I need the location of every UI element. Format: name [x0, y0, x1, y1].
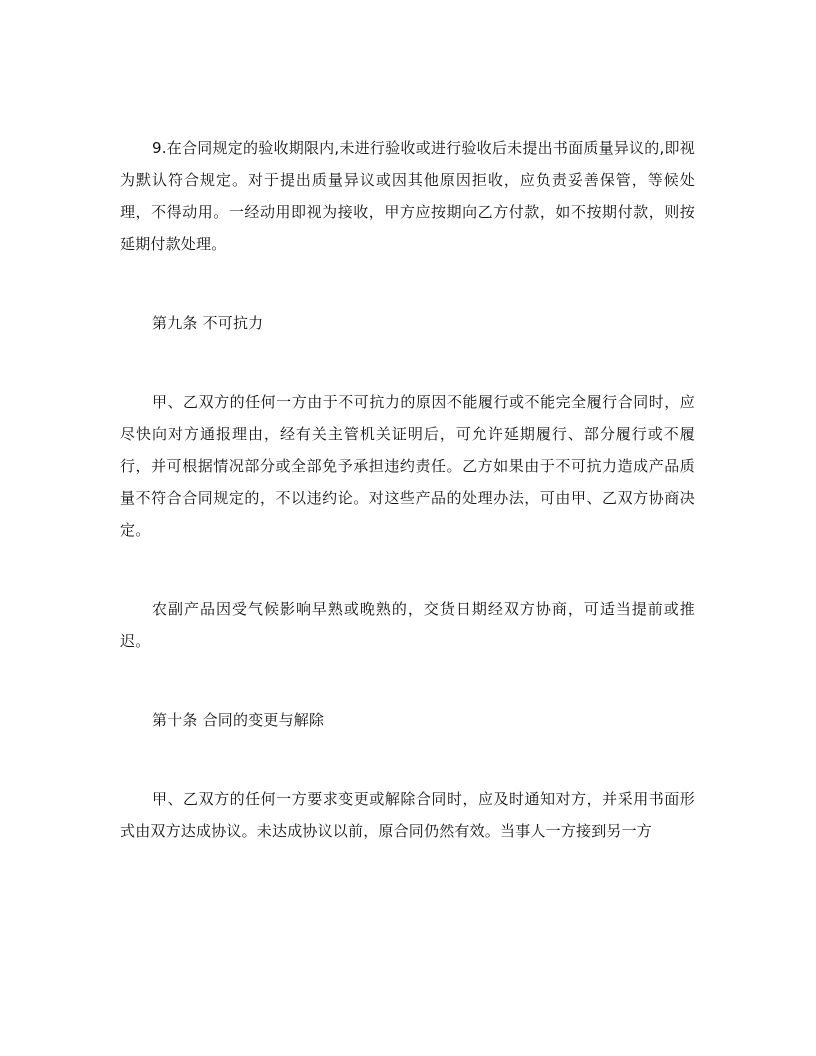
paragraph-spacer: [120, 657, 695, 704]
paragraph-contract-modification: 甲、乙双方的任何一方要求变更或解除合同时，应及时通知对方，并采用书面形式由双方达成协议。未达成协议以前，原合同仍然有效。当事人一方接到另一方: [120, 790, 695, 840]
paragraph-spacer: [120, 260, 695, 307]
paragraph-spacer: [120, 339, 695, 386]
article-10-heading: 第十条 合同的变更与解除: [152, 711, 325, 729]
document-body: [120, 132, 695, 847]
paragraph-spacer: [120, 546, 695, 593]
paragraph-agricultural-products: 农副产品因受气候影响早熟或晚熟的，交货日期经双方协商，可适当提前或推迟。: [120, 600, 695, 650]
paragraph-acceptance-inspection: 9.在合同规定的验收期限内,未进行验收或进行验收后未提出书面质量异议的,即视为默认符合规定。对于提出质量异议或因其他原因拒收，应负责妥善保管，等候处理，不得动用。一经动用即视为接收，甲方应按期向乙方付款，如不按期付款，则按延期付款处理。: [120, 139, 695, 253]
paragraph-force-majeure: 甲、乙双方的任何一方由于不可抗力的原因不能履行或不能完全履行合同时，应尽快向对方通报理由，经有关主管机关证明后，可允许延期履行、部分履行或不履行，并可根据情况部分或全部免予承担违约责任。乙方如果由于不可抗力造成产品质量不符合合同规定的，不以违约论。对这些产品的处理办法，可由甲、乙双方协商决定。: [120, 393, 695, 539]
paragraph-spacer: [120, 736, 695, 783]
article-9-heading: 第九条 不可抗力: [152, 314, 264, 332]
